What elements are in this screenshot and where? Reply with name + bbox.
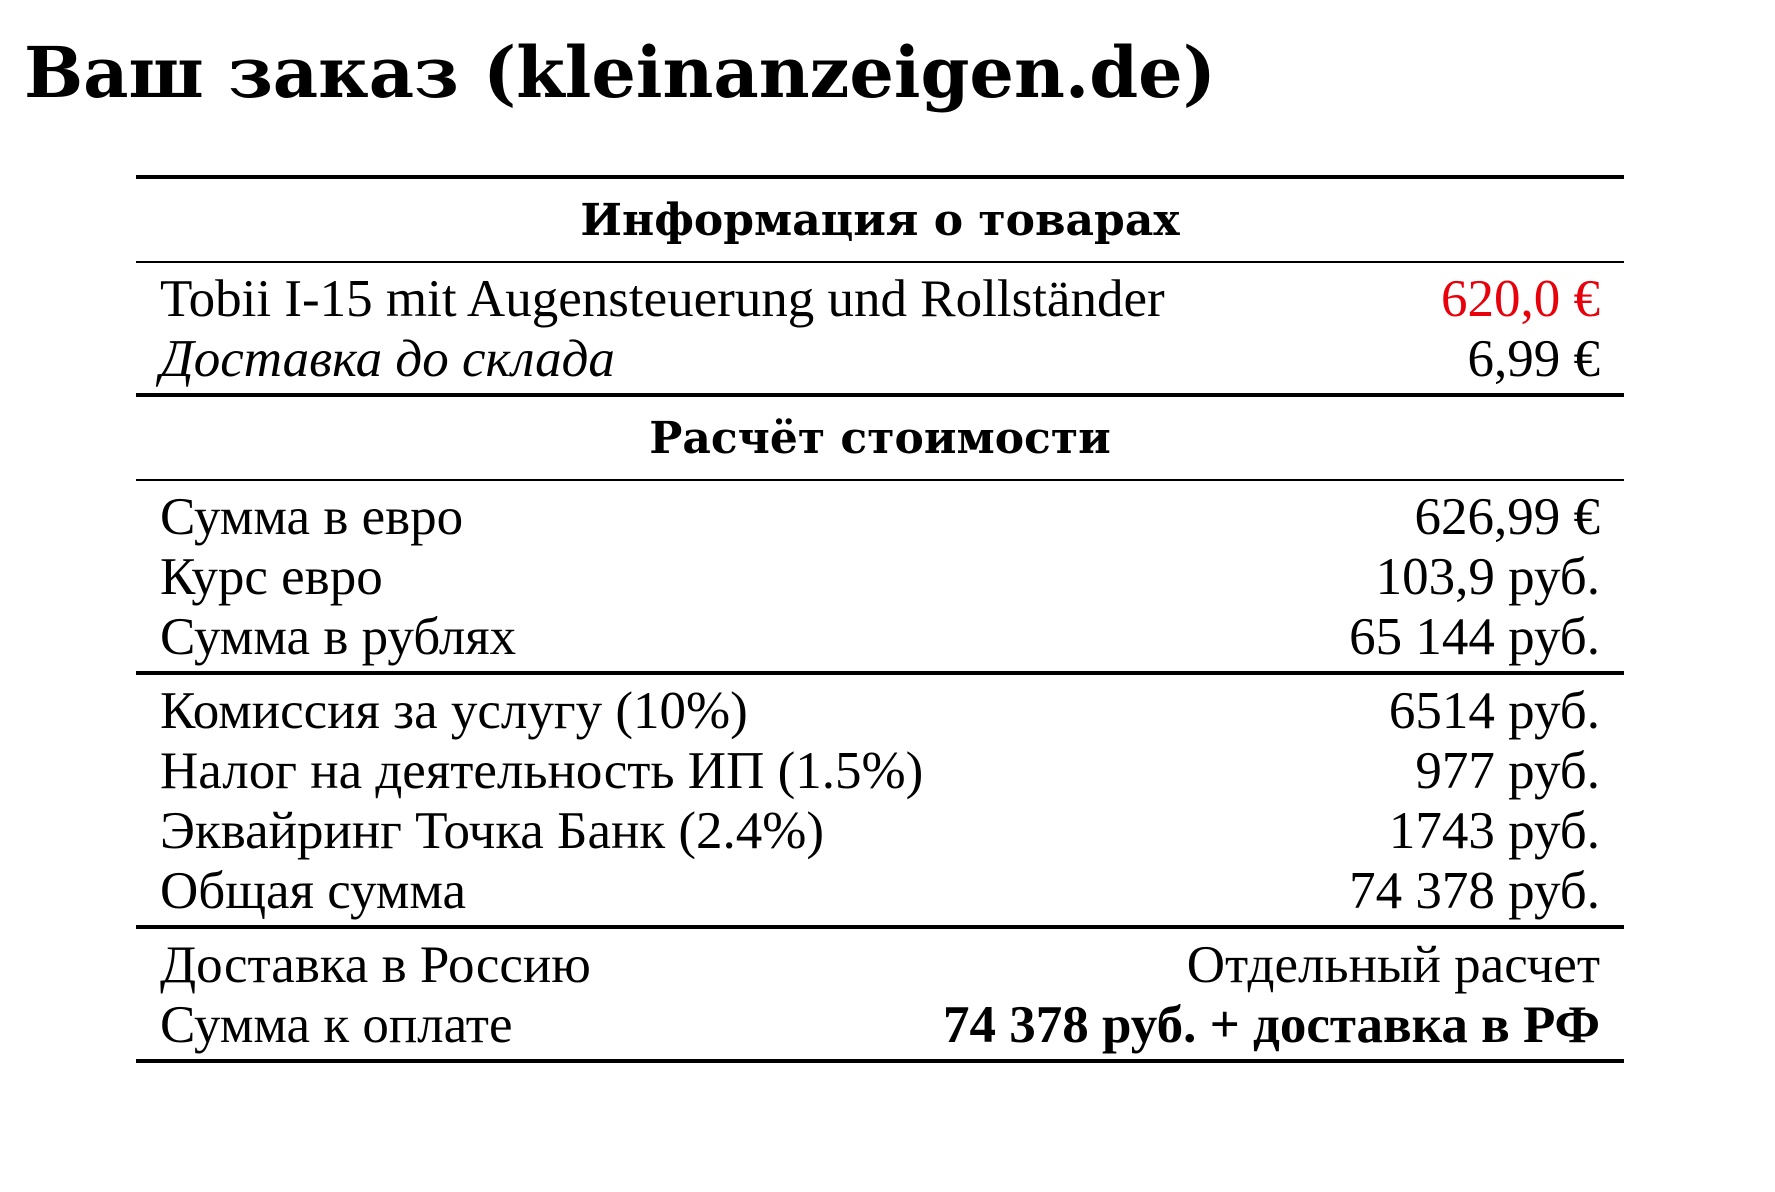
- acquiring-value: 1743 руб.: [1388, 802, 1600, 860]
- warehouse-delivery-price: 6,99 €: [1467, 330, 1600, 388]
- table-bottom-rule: [136, 1059, 1624, 1063]
- tax-row: [160, 741, 1600, 801]
- russia-delivery-row: [160, 935, 1600, 995]
- acquiring-row: [160, 801, 1600, 861]
- amount-due-row: [160, 995, 1600, 1055]
- amount-due-value: 74 378 руб. + доставка в РФ: [942, 996, 1600, 1054]
- exchange-rate-label: Курс евро: [160, 548, 383, 606]
- fees-group: [136, 675, 1624, 925]
- total-label: Общая сумма: [160, 862, 467, 920]
- service-fee-label: Комиссия за услугу (10%): [160, 682, 748, 740]
- service-fee-row: [160, 681, 1600, 741]
- exchange-rate-row: [160, 547, 1600, 607]
- final-group: [136, 929, 1624, 1059]
- tax-label: Налог на деятельность ИП (1.5%): [160, 742, 924, 800]
- products-group: [136, 263, 1624, 393]
- product-name: Tobii I-15 mit Augensteuerung und Rollständer: [160, 270, 1165, 328]
- sum-rub-row: [160, 607, 1600, 667]
- products-section-header: Информация о товарах: [580, 194, 1180, 246]
- russia-delivery-value: Отдельный расчет: [1186, 936, 1600, 994]
- exchange-rate-value: 103,9 руб.: [1375, 548, 1600, 606]
- service-fee-value: 6514 руб.: [1388, 682, 1600, 740]
- russia-delivery-label: Доставка в Россию: [160, 936, 591, 994]
- tax-value: 977 руб.: [1415, 742, 1600, 800]
- conversion-group: [136, 481, 1624, 671]
- amount-due-label: Сумма к оплате: [160, 996, 513, 1054]
- total-row: [160, 861, 1600, 921]
- warehouse-delivery-label: Доставка до склада: [160, 330, 615, 388]
- sum-eur-label: Сумма в евро: [160, 488, 464, 546]
- sum-eur-row: [160, 487, 1600, 547]
- order-summary-table: [136, 175, 1624, 1063]
- total-value: 74 378 руб.: [1349, 862, 1600, 920]
- sum-rub-label: Сумма в рублях: [160, 608, 517, 666]
- product-row: [160, 269, 1600, 329]
- sum-eur-value: 626,99 €: [1414, 488, 1600, 546]
- calculation-section-header: Расчёт стоимости: [649, 412, 1111, 464]
- sum-rub-value: 65 144 руб.: [1349, 608, 1600, 666]
- warehouse-delivery-row: [160, 329, 1600, 389]
- acquiring-label: Эквайринг Точка Банк (2.4%): [160, 802, 825, 860]
- product-price: 620,0 €: [1441, 270, 1600, 328]
- page-title: Ваш заказ (kleinanzeigen.de): [24, 31, 1216, 114]
